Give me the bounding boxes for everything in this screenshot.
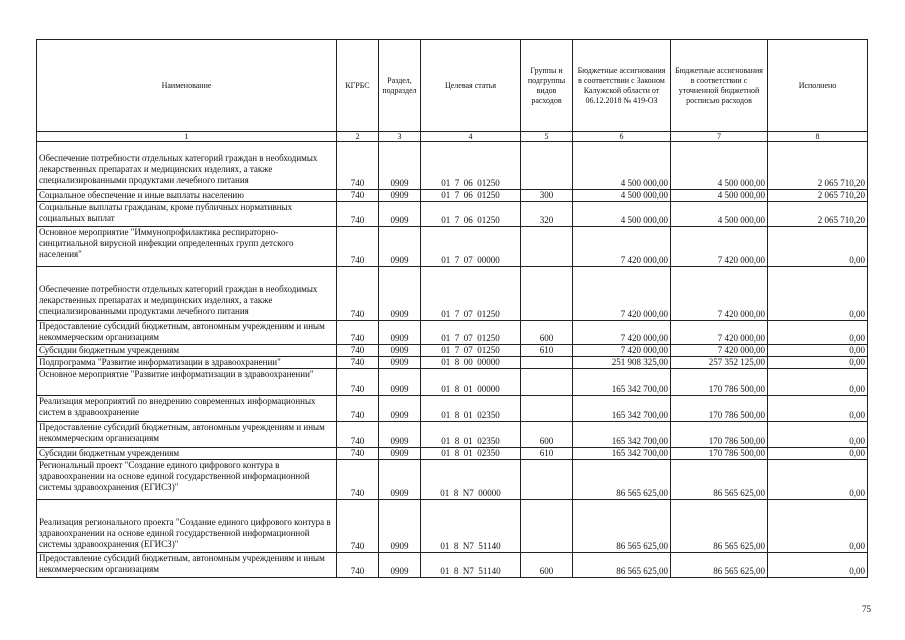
row-executed: 0,00 xyxy=(768,357,868,369)
table-row xyxy=(37,500,868,553)
header-kgrbs: КГРБС xyxy=(337,40,379,132)
row-kgrbs: 740 xyxy=(337,267,379,321)
row-section: 0909 xyxy=(379,460,421,500)
row-executed: 2 065 710,20 xyxy=(768,142,868,190)
row-budget-updated: 170 786 500,00 xyxy=(671,422,768,448)
table-row xyxy=(37,448,868,460)
column-number: 5 xyxy=(521,132,573,142)
page-number: 75 xyxy=(862,604,871,614)
row-section: 0909 xyxy=(379,321,421,345)
row-name: Основное мероприятие "Развитие информатизации в здравоохранении" xyxy=(37,369,337,396)
row-executed: 0,00 xyxy=(768,396,868,422)
row-name: Региональный проект "Создание единого цифрового контура в здравоохранении на основе единой государственной информационной системы здравоохранения (ЕГИСЗ)" xyxy=(37,460,337,500)
row-target: 01 8 01 00000 xyxy=(421,369,521,396)
table-row xyxy=(37,422,868,448)
row-executed: 0,00 xyxy=(768,369,868,396)
row-budget-updated: 4 500 000,00 xyxy=(671,142,768,190)
column-number: 2 xyxy=(337,132,379,142)
row-target: 01 8 01 02350 xyxy=(421,396,521,422)
row-kgrbs: 740 xyxy=(337,142,379,190)
row-kgrbs: 740 xyxy=(337,190,379,202)
table-row xyxy=(37,202,868,227)
row-budget-law: 165 342 700,00 xyxy=(573,422,671,448)
table-row xyxy=(37,553,868,578)
row-kgrbs: 740 xyxy=(337,448,379,460)
row-executed: 0,00 xyxy=(768,553,868,578)
table-body xyxy=(37,142,868,578)
header-row xyxy=(37,40,868,132)
row-executed: 0,00 xyxy=(768,227,868,267)
column-number: 6 xyxy=(573,132,671,142)
column-number: 3 xyxy=(379,132,421,142)
table-row xyxy=(37,321,868,345)
row-target: 01 8 00 00000 xyxy=(421,357,521,369)
row-group xyxy=(521,357,573,369)
table-row xyxy=(37,369,868,396)
row-group: 600 xyxy=(521,422,573,448)
row-budget-updated: 4 500 000,00 xyxy=(671,202,768,227)
row-target: 01 7 07 00000 xyxy=(421,227,521,267)
row-section: 0909 xyxy=(379,422,421,448)
header-budget-updated: Бюджетные ассигнования в соответствии с уточненной бюджетной росписью расходов xyxy=(671,40,768,132)
table-row xyxy=(37,267,868,321)
row-budget-law: 165 342 700,00 xyxy=(573,448,671,460)
row-budget-law: 4 500 000,00 xyxy=(573,190,671,202)
row-section: 0909 xyxy=(379,142,421,190)
row-budget-law: 165 342 700,00 xyxy=(573,369,671,396)
header-groups: Группы и подгруппы видов расходов xyxy=(521,40,573,132)
row-kgrbs: 740 xyxy=(337,227,379,267)
row-name: Обеспечение потребности отдельных категорий граждан в необходимых лекарственных препаратах и медицинских изделиях, а также специализированными продуктами лечебного питания xyxy=(37,267,337,321)
row-target: 01 7 07 01250 xyxy=(421,321,521,345)
row-budget-law: 86 565 625,00 xyxy=(573,553,671,578)
row-budget-law: 4 500 000,00 xyxy=(573,142,671,190)
row-executed: 0,00 xyxy=(768,345,868,357)
header-executed: Исполнено xyxy=(768,40,868,132)
row-section: 0909 xyxy=(379,227,421,267)
row-section: 0909 xyxy=(379,448,421,460)
column-number: 7 xyxy=(671,132,768,142)
row-kgrbs: 740 xyxy=(337,396,379,422)
row-section: 0909 xyxy=(379,267,421,321)
row-group: 600 xyxy=(521,553,573,578)
row-kgrbs: 740 xyxy=(337,553,379,578)
table-row xyxy=(37,396,868,422)
row-budget-law: 165 342 700,00 xyxy=(573,396,671,422)
row-group: 300 xyxy=(521,190,573,202)
row-kgrbs: 740 xyxy=(337,369,379,396)
row-section: 0909 xyxy=(379,500,421,553)
row-budget-updated: 7 420 000,00 xyxy=(671,345,768,357)
row-target: 01 7 06 01250 xyxy=(421,142,521,190)
row-group xyxy=(521,460,573,500)
row-group xyxy=(521,267,573,321)
row-executed: 0,00 xyxy=(768,422,868,448)
row-budget-law: 7 420 000,00 xyxy=(573,267,671,321)
row-name: Обеспечение потребности отдельных категорий граждан в необходимых лекарственных препаратах и медицинских изделиях, а также специализированными продуктами лечебного питания xyxy=(37,142,337,190)
row-section: 0909 xyxy=(379,369,421,396)
budget-table xyxy=(36,39,868,578)
header-target: Целевая статья xyxy=(421,40,521,132)
row-budget-updated: 7 420 000,00 xyxy=(671,321,768,345)
row-budget-updated: 257 352 125,00 xyxy=(671,357,768,369)
row-budget-law: 7 420 000,00 xyxy=(573,321,671,345)
row-name: Предоставление субсидий бюджетным, автономным учреждениям и иным некоммерческим организациям xyxy=(37,321,337,345)
header-budget-law: Бюджетные ассигнования в соответствии с Законом Калужской области от 06.12.2018 № 419-ОЗ xyxy=(573,40,671,132)
row-executed: 0,00 xyxy=(768,321,868,345)
row-section: 0909 xyxy=(379,345,421,357)
row-target: 01 7 07 01250 xyxy=(421,267,521,321)
row-section: 0909 xyxy=(379,396,421,422)
row-budget-updated: 7 420 000,00 xyxy=(671,267,768,321)
row-name: Реализация мероприятий по внедрению современных информационных систем в здравоохранение xyxy=(37,396,337,422)
row-executed: 0,00 xyxy=(768,448,868,460)
table-row xyxy=(37,345,868,357)
row-budget-updated: 86 565 625,00 xyxy=(671,460,768,500)
row-group: 610 xyxy=(521,345,573,357)
table-row xyxy=(37,190,868,202)
row-budget-law: 4 500 000,00 xyxy=(573,202,671,227)
row-target: 01 8 01 02350 xyxy=(421,422,521,448)
row-group xyxy=(521,142,573,190)
column-number: 1 xyxy=(37,132,337,142)
row-group xyxy=(521,396,573,422)
row-budget-updated: 7 420 000,00 xyxy=(671,227,768,267)
row-budget-updated: 170 786 500,00 xyxy=(671,369,768,396)
row-name: Подпрограмма "Развитие информатизации в здравоохранении" xyxy=(37,357,337,369)
row-budget-law: 251 908 325,00 xyxy=(573,357,671,369)
row-group: 600 xyxy=(521,321,573,345)
row-name: Социальное обеспечение и иные выплаты населению xyxy=(37,190,337,202)
row-section: 0909 xyxy=(379,202,421,227)
row-kgrbs: 740 xyxy=(337,321,379,345)
row-target: 01 8 N7 51140 xyxy=(421,500,521,553)
row-budget-law: 86 565 625,00 xyxy=(573,500,671,553)
header-section: Раздел, подраздел xyxy=(379,40,421,132)
row-target: 01 7 07 01250 xyxy=(421,345,521,357)
header-name: Наименование xyxy=(37,40,337,132)
row-executed: 2 065 710,20 xyxy=(768,190,868,202)
row-target: 01 7 06 01250 xyxy=(421,190,521,202)
row-target: 01 7 06 01250 xyxy=(421,202,521,227)
row-budget-updated: 4 500 000,00 xyxy=(671,190,768,202)
row-target: 01 8 N7 00000 xyxy=(421,460,521,500)
table-row xyxy=(37,227,868,267)
row-executed: 2 065 710,20 xyxy=(768,202,868,227)
row-group: 610 xyxy=(521,448,573,460)
row-kgrbs: 740 xyxy=(337,460,379,500)
row-target: 01 8 N7 51140 xyxy=(421,553,521,578)
row-group xyxy=(521,369,573,396)
row-target: 01 8 01 02350 xyxy=(421,448,521,460)
row-group xyxy=(521,227,573,267)
row-name: Субсидии бюджетным учреждениям xyxy=(37,448,337,460)
row-section: 0909 xyxy=(379,190,421,202)
row-kgrbs: 740 xyxy=(337,202,379,227)
table-row xyxy=(37,357,868,369)
row-kgrbs: 740 xyxy=(337,500,379,553)
table-row xyxy=(37,142,868,190)
row-kgrbs: 740 xyxy=(337,422,379,448)
row-kgrbs: 740 xyxy=(337,357,379,369)
row-budget-updated: 86 565 625,00 xyxy=(671,500,768,553)
row-name: Основное мероприятие "Иммунопрофилактика респираторно-синцитиальной вирусной инфекции определенных групп детского населения" xyxy=(37,227,337,267)
row-executed: 0,00 xyxy=(768,500,868,553)
row-group: 320 xyxy=(521,202,573,227)
column-number: 8 xyxy=(768,132,868,142)
row-budget-updated: 170 786 500,00 xyxy=(671,396,768,422)
row-budget-law: 7 420 000,00 xyxy=(573,345,671,357)
column-number: 4 xyxy=(421,132,521,142)
row-name: Предоставление субсидий бюджетным, автономным учреждениям и иным некоммерческим организациям xyxy=(37,422,337,448)
row-group xyxy=(521,500,573,553)
row-budget-law: 7 420 000,00 xyxy=(573,227,671,267)
row-kgrbs: 740 xyxy=(337,345,379,357)
row-budget-updated: 86 565 625,00 xyxy=(671,553,768,578)
row-executed: 0,00 xyxy=(768,460,868,500)
row-name: Социальные выплаты гражданам, кроме публичных нормативных социальных выплат xyxy=(37,202,337,227)
row-budget-law: 86 565 625,00 xyxy=(573,460,671,500)
table-row xyxy=(37,460,868,500)
row-name: Реализация регионального проекта "Создание единого цифрового контура в здравоохранении на основе единой государственной информационной системы здравоохранения (ЕГИСЗ)" xyxy=(37,500,337,553)
row-budget-updated: 170 786 500,00 xyxy=(671,448,768,460)
row-section: 0909 xyxy=(379,553,421,578)
column-number-row xyxy=(37,132,868,142)
row-name: Субсидии бюджетным учреждениям xyxy=(37,345,337,357)
row-name: Предоставление субсидий бюджетным, автономным учреждениям и иным некоммерческим организациям xyxy=(37,553,337,578)
row-section: 0909 xyxy=(379,357,421,369)
row-executed: 0,00 xyxy=(768,267,868,321)
